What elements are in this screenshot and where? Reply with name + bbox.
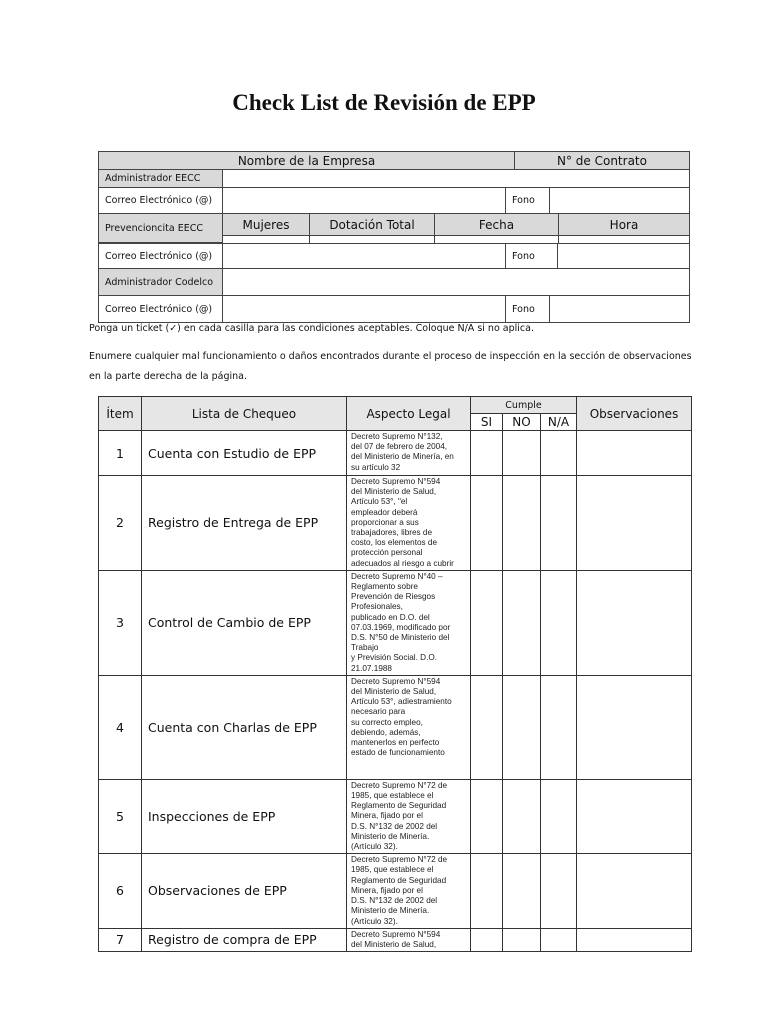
instruction-observations: Enumere cualquier mal funcionamiento o daños encontrados durante el proceso de inspección en la sección de observaciones en la parte derecha de la página.: [89, 351, 692, 382]
checklist-item: Registro de compra de EPP: [142, 928, 347, 951]
prevencionista-phone-field[interactable]: [557, 243, 690, 269]
table-row: [99, 854, 692, 928]
col-header-aspecto: Aspecto Legal: [347, 397, 471, 431]
na-checkbox-cell[interactable]: [541, 675, 577, 779]
dotacion-caption: Dotación Total: [309, 213, 435, 236]
no-checkbox-cell[interactable]: [503, 928, 541, 951]
checklist-item: Control de Cambio de EPP: [142, 570, 347, 675]
legal-aspect: [347, 779, 471, 853]
prevencionista-email-label: Correo Electrónico (@): [98, 243, 223, 269]
header-info-grid: [98, 151, 690, 323]
na-checkbox-cell[interactable]: [541, 476, 577, 571]
fecha-caption: Fecha: [434, 213, 559, 236]
codelco-email-label: Correo Electrónico (@): [98, 295, 223, 323]
company-name-caption: Nombre de la Empresa: [98, 151, 515, 170]
si-checkbox-cell[interactable]: [471, 476, 503, 571]
admin-phone-label: Fono: [505, 187, 550, 214]
si-checkbox-cell[interactable]: [471, 675, 503, 779]
col-header-lista: Lista de Chequeo: [142, 397, 347, 431]
no-checkbox-cell[interactable]: [503, 675, 541, 779]
col-header-no: NO: [503, 414, 541, 431]
admin-codelco-field[interactable]: [222, 268, 690, 296]
admin-eecc-field[interactable]: [222, 169, 690, 188]
legal-aspect-text: Decreto Supremo N°132, del 07 de febrero de 2004, del Ministerio de Minería, en su artículo 32: [351, 432, 454, 472]
no-checkbox-cell[interactable]: [503, 854, 541, 928]
legal-aspect: [347, 476, 471, 571]
item-number: 5: [99, 779, 142, 853]
admin-email-label: Correo Electrónico (@): [98, 187, 223, 214]
prevencionista-phone-label: Fono: [505, 243, 558, 269]
checklist-item: Inspecciones de EPP: [142, 779, 347, 853]
checklist-item: Registro de Entrega de EPP: [142, 476, 347, 571]
admin-codelco-label: Administrador Codelco: [98, 268, 223, 296]
na-checkbox-cell[interactable]: [541, 928, 577, 951]
admin-eecc-label: Administrador EECC: [98, 169, 223, 188]
prevencionista-email-field[interactable]: [222, 243, 506, 269]
table-row: [99, 675, 692, 779]
item-number: 2: [99, 476, 142, 571]
legal-aspect-text: Decreto Supremo N°40 – Reglamento sobre Prevención de Riesgos Profesionales, publicado en D.O. del 07.03.1969, modificado por D.S. N°50 de Ministerio del Trabajo y Previsión Social. D.O. 21.07.1988: [351, 571, 451, 673]
table-row: [99, 779, 692, 853]
legal-aspect: [347, 928, 471, 951]
legal-aspect: [347, 675, 471, 779]
item-number: 6: [99, 854, 142, 928]
item-number: 4: [99, 675, 142, 779]
si-checkbox-cell[interactable]: [471, 431, 503, 476]
col-header-item: Ítem: [99, 397, 142, 431]
checklist-item: Cuenta con Estudio de EPP: [142, 431, 347, 476]
table-row: [99, 476, 692, 571]
legal-aspect: [347, 570, 471, 675]
no-checkbox-cell[interactable]: [503, 779, 541, 853]
no-checkbox-cell[interactable]: [503, 570, 541, 675]
table-row: [99, 928, 692, 951]
si-checkbox-cell[interactable]: [471, 928, 503, 951]
na-checkbox-cell[interactable]: [541, 779, 577, 853]
item-number: 1: [99, 431, 142, 476]
checklist-table: [98, 396, 692, 952]
si-checkbox-cell[interactable]: [471, 854, 503, 928]
no-checkbox-cell[interactable]: [503, 476, 541, 571]
legal-aspect-text: Decreto Supremo N°72 de 1985, que establece el Reglamento de Seguridad Minera, fijado por el D.S. N°132 de 2002 del Ministerio de Minería. (Artículo 32).: [351, 855, 448, 926]
contract-number-caption: N° de Contrato: [514, 151, 690, 170]
item-number: 3: [99, 570, 142, 675]
legal-aspect-text: Decreto Supremo N°72 de 1985, que establece el Reglamento de Seguridad Minera, fijado por el D.S. N°132 de 2002 del Ministerio de Minería. (Artículo 32).: [351, 780, 448, 852]
col-header-si: SI: [471, 414, 503, 431]
na-checkbox-cell[interactable]: [541, 570, 577, 675]
item-number: 7: [99, 928, 142, 951]
legal-aspect-text: Decreto Supremo N°594 del Ministerio de Salud,: [351, 929, 441, 949]
mujeres-caption: Mujeres: [222, 213, 310, 236]
document-title: Check List de Revisión de EPP: [232, 90, 536, 115]
si-checkbox-cell[interactable]: [471, 779, 503, 853]
table-row: [99, 431, 692, 476]
legal-aspect: [347, 431, 471, 476]
hora-caption: Hora: [558, 213, 690, 236]
observations-cell[interactable]: [577, 476, 692, 571]
no-checkbox-cell[interactable]: [503, 431, 541, 476]
col-header-observaciones: Observaciones: [577, 397, 692, 431]
checklist-item: Observaciones de EPP: [142, 854, 347, 928]
si-checkbox-cell[interactable]: [471, 570, 503, 675]
col-header-cumple: Cumple: [471, 397, 577, 414]
observations-cell[interactable]: [577, 854, 692, 928]
observations-cell[interactable]: [577, 779, 692, 853]
legal-aspect: [347, 854, 471, 928]
legal-aspect-text: Decreto Supremo N°594 del Ministerio de Salud, Artículo 53°, adiestramiento necesario para su correcto empleo, debiendo, además, mantenerlos en perfecto estado de funcionamiento: [351, 676, 452, 758]
na-checkbox-cell[interactable]: [541, 431, 577, 476]
admin-phone-field[interactable]: [549, 187, 690, 214]
col-header-na: N/A: [541, 414, 577, 431]
prevencionista-label: Prevencioncita EECC: [98, 213, 223, 243]
observations-cell[interactable]: [577, 431, 692, 476]
admin-email-field[interactable]: [222, 187, 506, 214]
observations-cell[interactable]: [577, 570, 692, 675]
legal-aspect-text: Decreto Supremo N°594 del Ministerio de Salud, Artículo 53°, "el empleador deberá proporcionar a sus trabajadores, libres de costo, los elementos de protección personal adecuados al riesgo a cubrir: [351, 477, 454, 568]
codelco-phone-label: Fono: [505, 295, 550, 323]
observations-cell[interactable]: [577, 675, 692, 779]
observations-cell[interactable]: [577, 928, 692, 951]
checklist-item: Cuenta con Charlas de EPP: [142, 675, 347, 779]
na-checkbox-cell[interactable]: [541, 854, 577, 928]
table-row: [99, 570, 692, 675]
instruction-ticket: Ponga un ticket (✓) en cada casilla para las condiciones aceptables. Coloque N/A si no aplica.: [89, 323, 534, 334]
